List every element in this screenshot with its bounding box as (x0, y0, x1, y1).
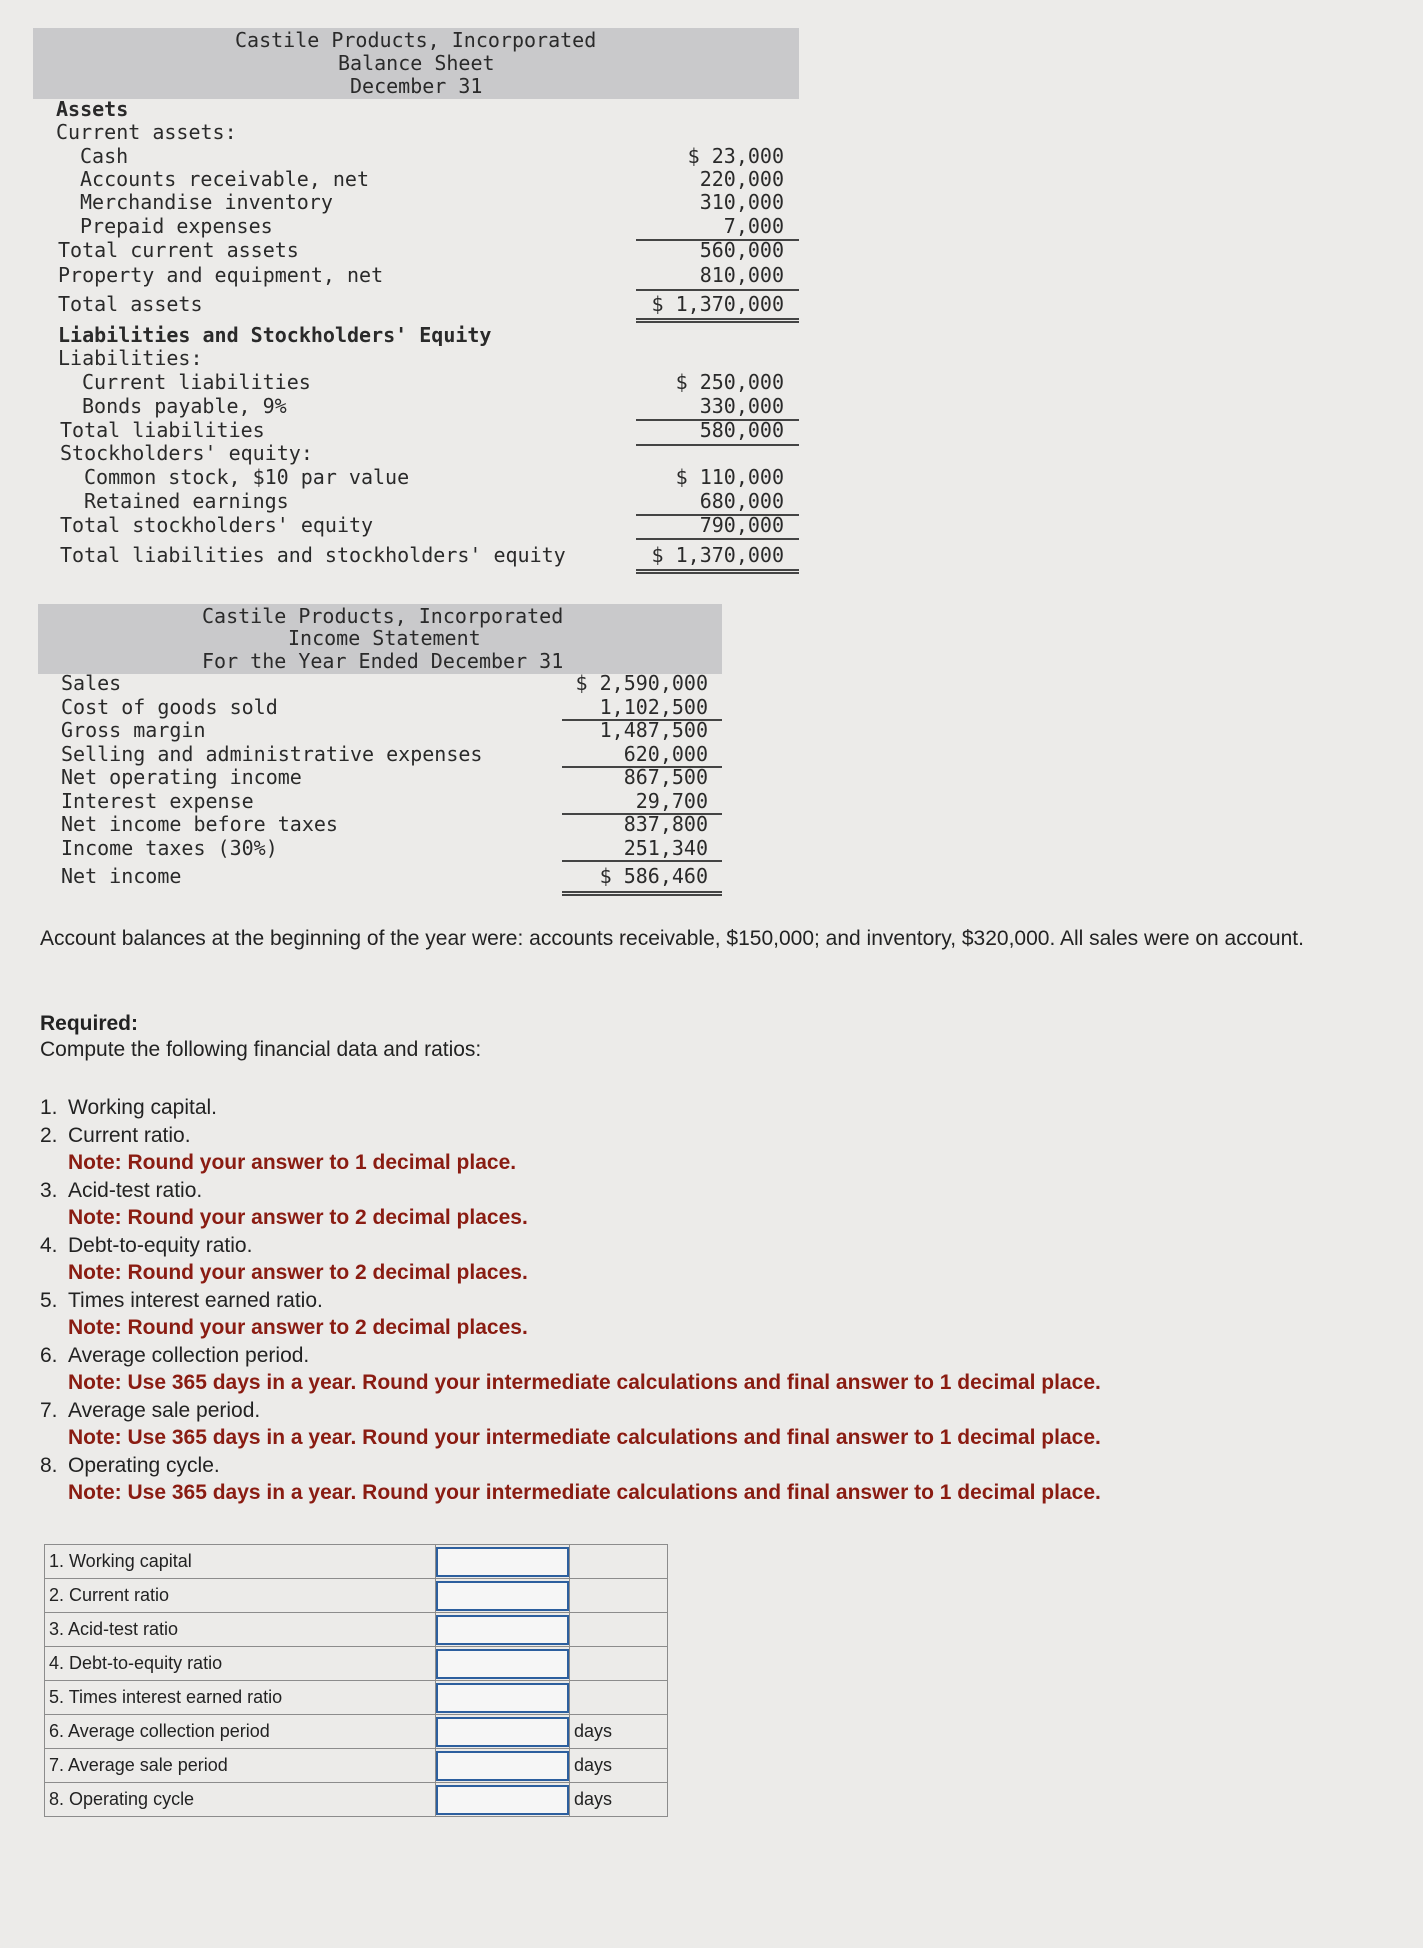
bs-row-label: Merchandise inventory (80, 190, 333, 214)
is-row-amount: 251,340 (623, 836, 708, 860)
table-row (45, 1545, 668, 1579)
is-row-label: Selling and administrative expenses (61, 742, 483, 766)
requirement-note: Note: Round your answer to 2 decimal places. (68, 1206, 528, 1229)
bs-row-amount: 580,000 (699, 418, 784, 442)
bs-row-label: Cash (80, 144, 129, 168)
bs-row-amount: 7,000 (723, 214, 784, 238)
bs-row-amount: $ 110,000 (675, 465, 784, 489)
is-row-amount: 867,500 (623, 765, 708, 789)
bs-row-amount: 810,000 (699, 263, 784, 287)
answer-label: 6. Average collection period (45, 1715, 436, 1749)
answer-unit (570, 1681, 668, 1715)
is-period: For the Year Ended December 31 (202, 649, 564, 673)
bs-row-label: Liabilities and Stockholders' Equity (58, 323, 492, 347)
is-row-label: Net income before taxes (61, 812, 338, 836)
required-title: Required: (40, 1012, 139, 1035)
operating-cycle-input[interactable] (436, 1785, 569, 1815)
table-row (45, 1749, 668, 1783)
answer-table (44, 1544, 668, 1817)
answer-label: 2. Current ratio (45, 1579, 436, 1613)
bs-row-label: Bonds payable, 9% (82, 394, 287, 418)
table-row (45, 1715, 668, 1749)
bs-row-amount: 310,000 (699, 190, 784, 214)
is-row-label: Cost of goods sold (61, 695, 278, 719)
bs-row-amount: $ 1,370,000 (651, 543, 784, 567)
answer-unit: days (570, 1749, 668, 1783)
income-statement-header (38, 604, 722, 674)
intro-text: Account balances at the beginning of the year were: accounts receivable, $150,000; and inventory, $320,000. All sales were on account. (40, 927, 1304, 950)
underline (562, 860, 722, 862)
bs-row-label: Property and equipment, net (58, 263, 384, 287)
answer-unit (570, 1613, 668, 1647)
is-row-amount: 620,000 (623, 742, 708, 766)
is-row-label: Gross margin (61, 718, 206, 742)
requirement-item: 1. Working capital. (40, 1096, 218, 1119)
requirement-note: Note: Round your answer to 1 decimal place. (68, 1151, 517, 1174)
requirement-note: Note: Round your answer to 2 decimal places. (68, 1261, 528, 1284)
is-title: Income Statement (288, 626, 481, 650)
requirement-item: 2. Current ratio. Note: Round your answer to 1 decimal place. (40, 1122, 1380, 1177)
bs-row-label: Total assets (58, 292, 203, 316)
requirement-note: Note: Use 365 days in a year. Round your intermediate calculations and final answer to 1 decimal place. (68, 1481, 1101, 1504)
bs-title: Balance Sheet (338, 51, 495, 75)
debt-to-equity-input[interactable] (436, 1649, 569, 1679)
table-row (45, 1579, 668, 1613)
bs-row-label: Current assets: (56, 120, 237, 144)
bs-row-label: Total stockholders' equity (60, 513, 374, 537)
double-underline (636, 569, 799, 574)
bs-row-amount: 220,000 (699, 167, 784, 191)
bs-row-label: Liabilities: (58, 346, 203, 370)
requirement-note: Note: Use 365 days in a year. Round your intermediate calculations and final answer to 1 decimal place. (68, 1371, 1101, 1394)
requirement-item: 6. Average collection period. Note: Use 365 days in a year. Round your intermediate calculations and final answer to 1 decimal place. (40, 1342, 1380, 1397)
answer-unit: days (570, 1715, 668, 1749)
answer-label: 7. Average sale period (45, 1749, 436, 1783)
requirement-item: 8. Operating cycle. Note: Use 365 days in a year. Round your intermediate calculations and final answer to 1 decimal place. (40, 1452, 1380, 1507)
table-row (45, 1647, 668, 1681)
required-text: Compute the following financial data and ratios: (40, 1038, 482, 1061)
underline (636, 538, 799, 540)
average-sale-period-input[interactable] (436, 1751, 569, 1781)
requirements-list (40, 1094, 1380, 1507)
requirement-item: 3. Acid-test ratio. Note: Round your answer to 2 decimal places. (40, 1177, 1380, 1232)
answer-label: 3. Acid-test ratio (45, 1613, 436, 1647)
times-interest-earned-input[interactable] (436, 1683, 569, 1713)
bs-row-amount: 790,000 (699, 513, 784, 537)
answer-label: 1. Working capital (45, 1545, 436, 1579)
requirement-item: 5. Times interest earned ratio. Note: Round your answer to 2 decimal places. (40, 1287, 1380, 1342)
bs-date: December 31 (350, 74, 483, 98)
table-row (45, 1681, 668, 1715)
bs-row-amount: $ 1,370,000 (651, 292, 784, 316)
requirement-item: 4. Debt-to-equity ratio. Note: Round your answer to 2 decimal places. (40, 1232, 1380, 1287)
is-row-label: Net operating income (61, 765, 302, 789)
is-company: Castile Products, Incorporated (202, 604, 564, 628)
bs-row-label: Total liabilities (60, 418, 265, 442)
requirement-note: Note: Round your answer to 2 decimal places. (68, 1316, 528, 1339)
answer-unit: days (570, 1783, 668, 1817)
bs-row-amount: 680,000 (699, 489, 784, 513)
bs-row-label: Accounts receivable, net (80, 167, 369, 191)
bs-row-label: Retained earnings (84, 489, 289, 513)
underline (636, 289, 799, 291)
bs-row-label: Prepaid expenses (80, 214, 273, 238)
requirement-item: 7. Average sale period. Note: Use 365 days in a year. Round your intermediate calculations and final answer to 1 decimal place. (40, 1397, 1380, 1452)
is-row-label: Sales (61, 671, 122, 695)
answer-label: 8. Operating cycle (45, 1783, 436, 1817)
bs-row-amount: $ 250,000 (675, 370, 784, 394)
is-row-amount: $ 2,590,000 (575, 671, 708, 695)
bs-row-label: Total current assets (58, 238, 299, 262)
answer-unit (570, 1579, 668, 1613)
acid-test-ratio-input[interactable] (436, 1615, 569, 1645)
is-row-amount: $ 586,460 (599, 864, 708, 888)
is-row-amount: 1,102,500 (599, 695, 708, 719)
average-collection-period-input[interactable] (436, 1717, 569, 1747)
double-underline (636, 318, 799, 323)
bs-row-amount: 560,000 (699, 238, 784, 262)
balance-sheet-header (33, 28, 799, 99)
is-row-label: Interest expense (61, 789, 254, 813)
answer-unit (570, 1647, 668, 1681)
underline (636, 444, 799, 446)
bs-row-label: Common stock, $10 par value (84, 465, 410, 489)
double-underline (562, 891, 722, 896)
is-row-label: Net income (61, 864, 182, 888)
is-row-label: Income taxes (30%) (61, 836, 278, 860)
bs-row-label: Assets (56, 97, 129, 121)
answer-label: 4. Debt-to-equity ratio (45, 1647, 436, 1681)
table-row (45, 1613, 668, 1647)
bs-company: Castile Products, Incorporated (235, 28, 597, 52)
bs-row-label: Current liabilities (82, 370, 311, 394)
answer-unit (570, 1545, 668, 1579)
requirement-note: Note: Use 365 days in a year. Round your intermediate calculations and final answer to 1 decimal place. (68, 1426, 1101, 1449)
is-row-amount: 29,700 (635, 789, 708, 813)
working-capital-input[interactable] (436, 1547, 569, 1577)
answer-label: 5. Times interest earned ratio (45, 1681, 436, 1715)
current-ratio-input[interactable] (436, 1581, 569, 1611)
bs-row-amount: 330,000 (699, 394, 784, 418)
bs-row-amount: $ 23,000 (687, 144, 784, 168)
bs-row-label: Stockholders' equity: (60, 441, 313, 465)
is-row-amount: 837,800 (623, 812, 708, 836)
is-row-amount: 1,487,500 (599, 718, 708, 742)
bs-row-label: Total liabilities and stockholders' equity (60, 543, 566, 567)
table-row (45, 1783, 668, 1817)
